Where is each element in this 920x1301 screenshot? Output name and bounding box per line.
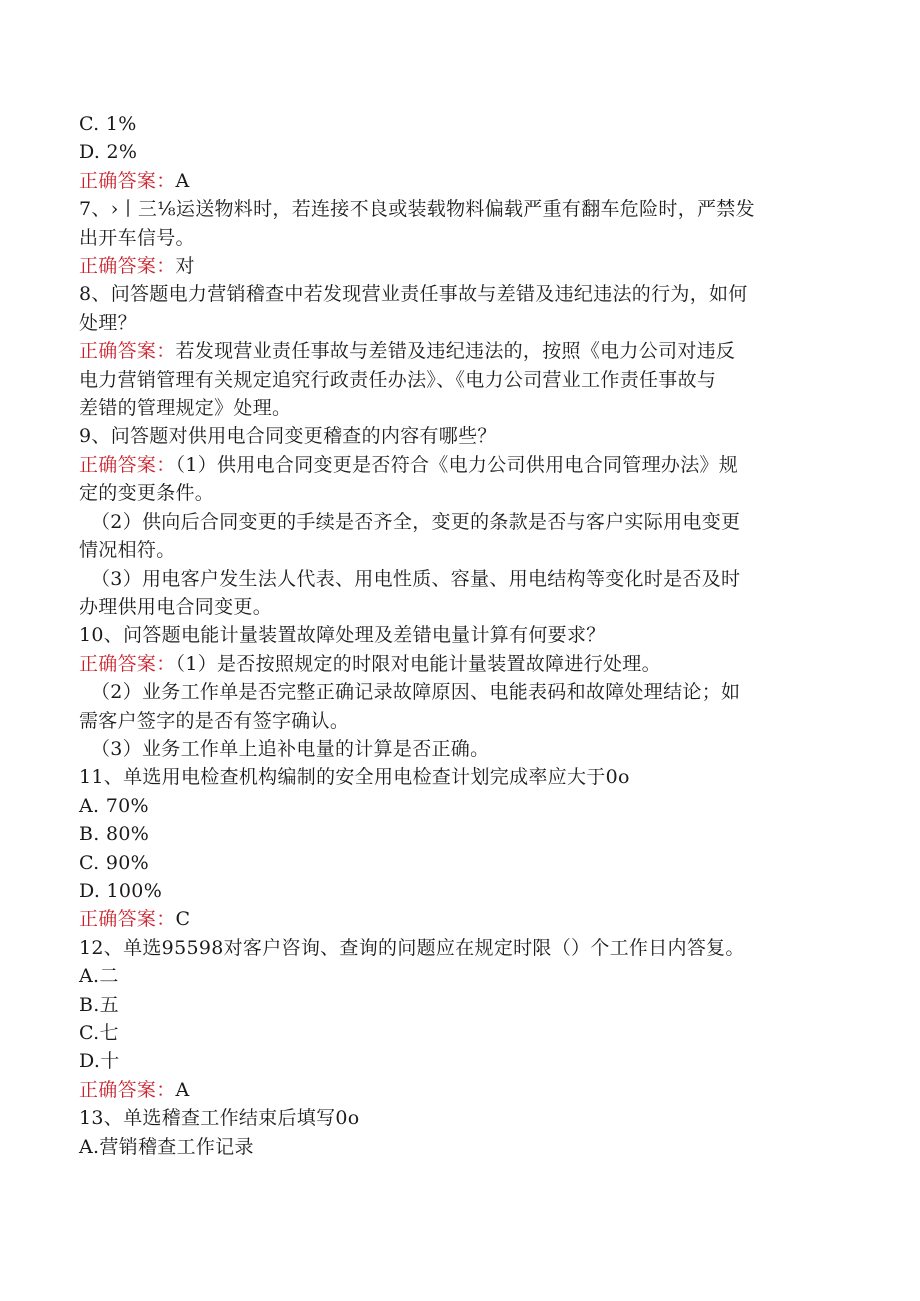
answer-text: A (175, 169, 190, 192)
question-line: 出开车信号。 (79, 226, 195, 249)
answer-line (79, 451, 839, 479)
option-line: C. 1% (79, 113, 137, 135)
answer-label: 正确答案： (79, 340, 176, 363)
answer-text-line: （3）用电客户发生法人代表、用电性质、容量、用电结构等变化时是否及时 (91, 567, 741, 590)
option-line: D.十 (79, 1050, 120, 1073)
option-line: D. 2% (79, 141, 138, 164)
question-line: 7、›丨三⅛运送物料时，若连接不良或装载物料偏载严重有翻车危险时，严禁发 (79, 198, 755, 221)
option-line: D. 100% (79, 879, 163, 902)
answer-text-line: 电力营销管理有关规定追究行政责任办法》、《电力公司营业工作责任事故与 (79, 368, 717, 391)
answer-text-line: 定的变更条件。 (79, 482, 215, 505)
answer-text-line: （2）业务工作单是否完整正确记录故障原因、电能表码和故障处理结论；如 (91, 681, 741, 704)
answer-text-line: 需客户签字的是否有签字确认。 (79, 709, 350, 732)
question-line: 处理？ (79, 311, 137, 334)
option-line: A.二 (79, 965, 119, 988)
question-line: 8、问答题电力营销稽查中若发现营业责任事故与差错及违纪违法的行为，如何 (79, 283, 748, 306)
answer-text-line: （3）业务工作单上追补电量的计算是否正确。 (91, 737, 490, 760)
answer-label: 正确答案： (79, 908, 176, 931)
question-line: 11、单选用电检查机构编制的安全用电检查计划完成率应大于0o (79, 766, 630, 789)
answer-text: C (175, 908, 191, 931)
option-line: B. 80% (79, 823, 150, 846)
answer-label: 正确答案： (79, 453, 176, 476)
answer-text: （1）供用电合同变更是否符合《电力公司供用电合同管理办法》规 (175, 453, 739, 476)
answer-text-line: 差错的管理规定》处理。 (79, 397, 292, 420)
answer-text-line: 情况相符。 (79, 539, 176, 562)
answer-text-line: （2）供向后合同变更的手续是否齐全，变更的条款是否与客户实际用电变更 (91, 510, 741, 533)
option-line: B.五 (79, 993, 119, 1016)
answer-line (79, 1076, 839, 1104)
answer-line (79, 167, 839, 195)
answer-label: 正确答案： (79, 169, 176, 192)
answer-text-line: 办理供用电合同变更。 (79, 595, 273, 618)
option-line: C.七 (79, 1022, 119, 1044)
answer-text: A (175, 1078, 190, 1101)
answer-label: 正确答案： (79, 652, 176, 675)
question-line: 13、单选稽查工作结束后填写0o (79, 1107, 360, 1130)
option-line: A.营销稽查工作记录 (79, 1135, 254, 1158)
option-line: C. 90% (79, 851, 149, 874)
document-body (79, 110, 839, 1161)
answer-label: 正确答案： (79, 255, 176, 278)
answer-text: 对 (175, 255, 195, 278)
answer-line (79, 252, 839, 280)
answer-label: 正确答案： (79, 1078, 176, 1101)
answer-line (79, 905, 839, 933)
answer-text: 若发现营业责任事故与差错及违纪违法的，按照《电力公司对违反 (175, 340, 736, 363)
option-line: A. 70% (79, 794, 149, 817)
question-line: 9、问答题对供用电合同变更稽查的内容有哪些？ (79, 425, 497, 448)
question-line: 10、问答题电能计量装置故障处理及差错电量计算有何要求？ (79, 624, 606, 647)
answer-text: （1）是否按照规定的时限对电能计量装置故障进行处理。 (175, 652, 661, 675)
answer-line (79, 650, 839, 678)
answer-line (79, 337, 839, 365)
question-line: 12、单选95598对客户咨询、查询的问题应在规定时限（）个工作日内答复。 (79, 936, 745, 959)
